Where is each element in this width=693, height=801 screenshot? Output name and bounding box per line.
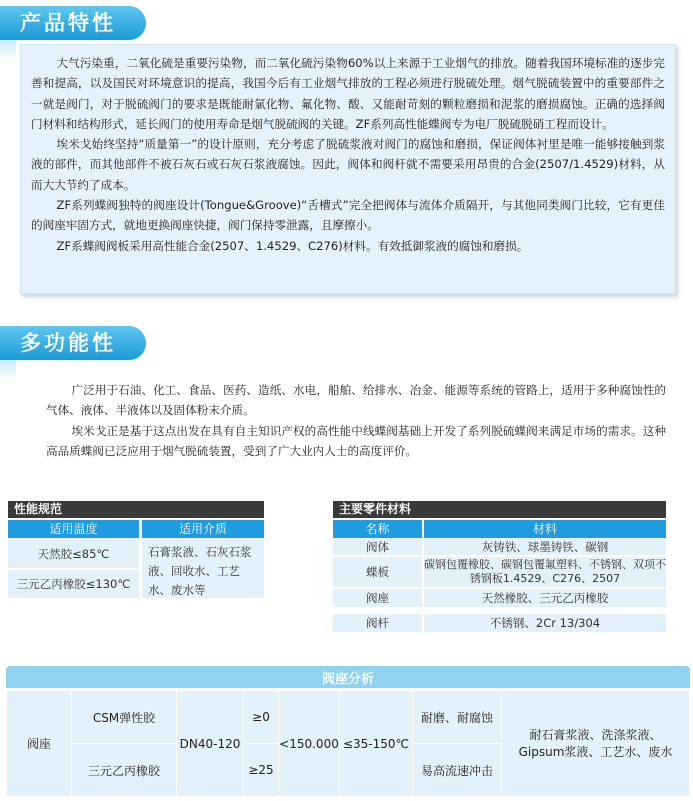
- seat-value-2: ≥25: [244, 744, 279, 797]
- paragraph: 广泛用于石油、化工、食品、医药、造纸、水电，船舶、给排水、冶金、能源等系统的管路上，适用于多种腐蚀性的气体、液体、半液体以及固体粉末介质。: [46, 383, 666, 418]
- paragraph: ZF系蝶阀阀板采用高性能合金(2507、1.4529、C276)材料。有效抵御浆液的腐蚀和磨损。: [56, 238, 529, 253]
- spec-title: 性能规范: [8, 501, 264, 518]
- parts-row-material: 不锈钢、2Cr 13/304: [424, 614, 666, 632]
- parts-row-material: 天然橡胶、三元乙丙橡胶: [424, 589, 666, 607]
- paragraph: 埃米戈始终坚持“质量第一”的设计原则，充分考虑了脱硫浆液对阀门的腐蚀和磨损，保证阀体衬里是唯一能够接触到浆液的部件，而其他部件不被石灰石或石灰石浆液腐蚀。因此，阀体和阀杆就不需要采用昂贵的合金(2507/1.4529)材料，从而大大节约了成本。: [31, 137, 665, 192]
- seat-value-1: ≥0: [244, 691, 279, 744]
- spec-temp-epdm: 三元乙丙橡胶≤130℃: [8, 570, 139, 598]
- features-textbox: [20, 44, 676, 294]
- multifunction-text: [46, 380, 666, 461]
- parts-col-name: 名称: [333, 520, 422, 538]
- parts-row-material: 碳钢包覆橡胶、碳钢包覆氟塑料、不锈钢、双项不锈钢板1.4529、C276、2507: [424, 558, 666, 585]
- section-banner-multifunction: [0, 326, 150, 360]
- seat-analysis-title: 阀座分析: [6, 666, 690, 688]
- section-title-features: 产品特性: [0, 6, 146, 40]
- seat-property-2: 易高流速冲击: [413, 744, 502, 797]
- spec-media: 石膏浆液、石灰石浆液、回收水、工艺水、废水等: [142, 540, 264, 598]
- seat-pressure: <150.000: [279, 691, 340, 797]
- seat-property-1: 耐磨、耐腐蚀: [413, 691, 502, 744]
- paragraph: ZF系列蝶阀独特的阀座设计(Tongue&Groove)“舌槽式”完全把阀体与流体介质隔开，与其他同类阀门比较，它有更佳的阀座牢固方式，就地更换阀座快捷，阀门保持零泄露，且摩擦小。: [31, 198, 665, 233]
- parts-row-name: 阀体: [333, 539, 422, 555]
- seat-analysis-table: [6, 690, 690, 797]
- section-banner-features: [0, 6, 150, 40]
- parts-row-material: 灰铸铁、球墨铸铁、碳钢: [424, 539, 666, 555]
- seat-rubber-csm: CSM弹性胶: [72, 691, 177, 744]
- parts-row-name: 阀座: [333, 589, 422, 607]
- parts-row-name: 阀杆: [333, 614, 422, 632]
- spec-temp-natural: 天然胶≤85℃: [8, 540, 139, 568]
- parts-row-name: 蝶板: [333, 557, 422, 587]
- section-title-multifunction: 多功能性: [0, 326, 146, 360]
- seat-size: DN40-120: [177, 691, 244, 797]
- parts-col-material: 材料: [424, 520, 666, 538]
- paragraph: 大气污染重，二氧化硫是重要污染物，而二氧化硫污染物60%以上来源于工业烟气的排放。随着我国环境标准的逐步完善和提高，以及国民对环境意识的提高，我国今后有工业烟气排放的工程必须进行脱硫处理。烟气脱硫装置中的重要部件之一就是阀门，对于脱硫阀门的要求是既能耐氯化物、氟化物、酸、又能耐苛刻的颗粒磨损和泥浆的磨损腐蚀。正确的选择阀门材料和结构形式，延长阀门的使用寿命是烟气脱硫阀的关键。ZF系列高性能蝶阀专为电厂脱硫脱硝工程而设计。: [31, 56, 665, 131]
- spec-col-temp: 适用温度: [8, 520, 139, 538]
- seat-rubber-epdm: 三元乙丙橡胶: [72, 744, 177, 797]
- spec-col-media: 适用介质: [142, 520, 264, 538]
- seat-media: 耐石膏浆液、洗涤浆液、Gipsum浆液、工艺水、废水: [502, 691, 690, 797]
- paragraph: 埃米戈正是基于这点出发在具有自主知识产权的高性能中线蝶阀基础上开发了系列脱硫蝶阀来满足市场的需求。这种高品质蝶阀已泛应用于烟气脱硫装置，受到了广大业内人士的高度评价。: [46, 423, 666, 458]
- seat-label: 阀座: [7, 691, 72, 797]
- parts-title: 主要零件材料: [333, 501, 666, 518]
- seat-temperature: ≤35-150℃: [340, 691, 413, 797]
